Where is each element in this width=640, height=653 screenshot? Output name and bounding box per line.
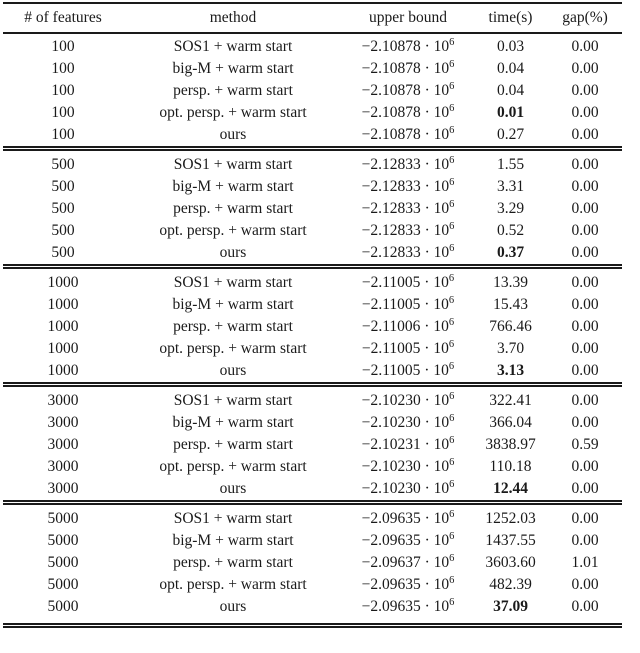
- upper-bound-mantissa: −2.09635 · 10: [361, 532, 450, 549]
- cell-upper-bound: [343, 294, 473, 316]
- upper-bound-mantissa: −2.10878 · 10: [361, 126, 450, 143]
- col-header-num-features: # of features: [3, 3, 123, 33]
- cell-time: 0.03: [496, 38, 525, 55]
- cell-gap: 0.00: [571, 126, 599, 143]
- cell-upper-bound: [343, 412, 473, 434]
- cell-gap: 0.00: [548, 149, 622, 177]
- table-row: [3, 360, 622, 385]
- cell-method: SOS1 + warm start: [123, 385, 343, 413]
- cell-gap: 0.00: [548, 385, 622, 413]
- cell-gap: 0.00: [548, 267, 622, 295]
- cell-num-features: 5000: [3, 503, 123, 531]
- cell-num-features: 100: [51, 104, 75, 121]
- upper-bound-exponent: 6: [449, 478, 455, 490]
- cell-time: 0.52: [496, 222, 525, 239]
- table-row: [3, 552, 622, 574]
- cell-time: 0.04: [496, 60, 525, 77]
- upper-bound-exponent: 6: [449, 58, 455, 70]
- cell-method: persp. + warm start: [173, 318, 293, 335]
- cell-num-features: 3000: [47, 414, 79, 431]
- table-row: [3, 58, 622, 80]
- cell-gap: 0.00: [571, 178, 599, 195]
- cell-upper-bound: [343, 503, 473, 531]
- cell-method: big-M + warm start: [172, 60, 294, 77]
- cell-gap: 0.00: [571, 318, 599, 335]
- cell-gap: 0.00: [571, 532, 599, 549]
- upper-bound-mantissa: −2.12833 · 10: [361, 244, 450, 261]
- upper-bound-mantissa: −2.12833 · 10: [361, 200, 450, 217]
- cell-num-features: 500: [51, 244, 75, 261]
- cell-method: persp. + warm start: [173, 436, 293, 453]
- cell-upper-bound: [343, 552, 473, 574]
- table-row: [3, 149, 622, 177]
- table-row: [3, 33, 622, 58]
- upper-bound-exponent: 6: [449, 154, 455, 166]
- cell-gap: 0.00: [571, 414, 599, 431]
- cell-gap: 0.00: [548, 503, 622, 531]
- cell-upper-bound: [343, 478, 473, 503]
- table-row: [3, 124, 622, 149]
- upper-bound-mantissa: −2.11005 · 10: [361, 362, 449, 379]
- cell-upper-bound: [343, 434, 473, 456]
- header-row: [3, 3, 622, 33]
- cell-time: 322.41: [473, 385, 548, 413]
- cell-gap: 0.00: [571, 340, 599, 357]
- table-row: [3, 456, 622, 478]
- upper-bound-exponent: 6: [448, 338, 455, 350]
- cell-time: 110.18: [489, 458, 532, 475]
- table-row: [3, 102, 622, 124]
- cell-upper-bound: [343, 176, 473, 198]
- cell-upper-bound: [343, 242, 473, 267]
- cell-time: 3838.97: [485, 436, 536, 453]
- cell-upper-bound: [343, 124, 473, 149]
- upper-bound-exponent: 6: [449, 36, 455, 48]
- cell-gap: 0.00: [571, 480, 599, 497]
- upper-bound-exponent: 6: [449, 80, 455, 92]
- cell-upper-bound: [343, 360, 473, 385]
- upper-bound-exponent: 6: [449, 242, 455, 254]
- cell-time: 37.09: [473, 596, 548, 626]
- upper-bound-mantissa: −2.10878 · 10: [361, 104, 450, 121]
- cell-time: 1437.55: [485, 532, 536, 549]
- table-body: [3, 33, 622, 626]
- table-row: [3, 338, 622, 360]
- cell-gap: 0.00: [571, 38, 599, 55]
- table-row: [3, 503, 622, 531]
- cell-time: 3.70: [496, 340, 525, 357]
- cell-num-features: 100: [51, 126, 75, 143]
- col-header-gap: gap(%): [548, 3, 622, 33]
- upper-bound-exponent: 6: [449, 412, 455, 424]
- cell-method: opt. persp. + warm start: [159, 104, 307, 121]
- cell-upper-bound: [343, 58, 473, 80]
- table-row: [3, 412, 622, 434]
- upper-bound-mantissa: −2.10230 · 10: [361, 392, 450, 409]
- upper-bound-mantissa: −2.10878 · 10: [361, 60, 450, 77]
- upper-bound-mantissa: −2.12833 · 10: [361, 178, 450, 195]
- paper-results-table-page: [0, 2, 640, 653]
- table-row: [3, 176, 622, 198]
- upper-bound-exponent: 6: [449, 456, 455, 468]
- cell-upper-bound: [343, 33, 473, 58]
- cell-method: SOS1 + warm start: [123, 149, 343, 177]
- upper-bound-exponent: 6: [449, 530, 455, 542]
- cell-method: big-M + warm start: [172, 178, 294, 195]
- cell-num-features: 100: [51, 60, 75, 77]
- cell-gap: 0.00: [571, 82, 599, 99]
- cell-num-features: 3000: [47, 458, 79, 475]
- cell-upper-bound: [343, 267, 473, 295]
- cell-gap: 0.00: [571, 296, 599, 313]
- cell-upper-bound: [343, 80, 473, 102]
- table-row: [3, 574, 622, 596]
- upper-bound-mantissa: −2.11005 · 10: [361, 296, 449, 313]
- col-header-time: time(s): [473, 3, 548, 33]
- cell-method: opt. persp. + warm start: [159, 576, 307, 593]
- cell-method: persp. + warm start: [173, 82, 293, 99]
- upper-bound-mantissa: −2.09635 · 10: [361, 510, 450, 527]
- cell-method: big-M + warm start: [172, 296, 294, 313]
- cell-time: 482.39: [489, 576, 532, 593]
- cell-time: 13.39: [473, 267, 548, 295]
- cell-num-features: 500: [51, 200, 75, 217]
- cell-num-features: 5000: [47, 532, 79, 549]
- upper-bound-mantissa: −2.11006 · 10: [361, 318, 449, 335]
- cell-time: 3.31: [496, 178, 525, 195]
- cell-method: SOS1 + warm start: [123, 503, 343, 531]
- cell-num-features: 5000: [47, 554, 79, 571]
- table-row: [3, 478, 622, 503]
- cell-method: big-M + warm start: [172, 532, 294, 549]
- cell-time: 0.27: [496, 126, 525, 143]
- cell-upper-bound: [343, 385, 473, 413]
- table-row: [3, 385, 622, 413]
- upper-bound-mantissa: −2.10878 · 10: [361, 38, 450, 55]
- cell-gap: 0.00: [548, 596, 622, 626]
- upper-bound-mantissa: −2.12833 · 10: [361, 222, 450, 239]
- cell-num-features: 1000: [47, 340, 79, 357]
- upper-bound-mantissa: −2.10230 · 10: [361, 480, 450, 497]
- table-row: [3, 80, 622, 102]
- table-row: [3, 220, 622, 242]
- cell-gap: 1.01: [571, 554, 599, 571]
- cell-method: persp. + warm start: [173, 200, 293, 217]
- upper-bound-mantissa: −2.10878 · 10: [361, 82, 450, 99]
- upper-bound-mantissa: −2.11005 · 10: [361, 274, 449, 291]
- cell-upper-bound: [343, 198, 473, 220]
- upper-bound-mantissa: −2.09635 · 10: [361, 576, 450, 593]
- cell-num-features: 3000: [47, 436, 79, 453]
- upper-bound-exponent: 6: [449, 176, 455, 188]
- upper-bound-exponent: 6: [449, 220, 455, 232]
- cell-gap: 0.59: [571, 436, 599, 453]
- upper-bound-mantissa: −2.09637 · 10: [361, 554, 450, 571]
- cell-upper-bound: [343, 102, 473, 124]
- cell-num-features: 100: [51, 82, 75, 99]
- upper-bound-exponent: 6: [448, 360, 455, 372]
- upper-bound-exponent: 6: [449, 102, 455, 114]
- upper-bound-exponent: 6: [448, 316, 455, 328]
- table-row: [3, 242, 622, 267]
- cell-num-features: 500: [51, 222, 75, 239]
- cell-upper-bound: [343, 220, 473, 242]
- cell-num-features: 500: [51, 178, 75, 195]
- upper-bound-exponent: 6: [449, 596, 455, 608]
- cell-time: 12.44: [493, 480, 528, 497]
- upper-bound-exponent: 6: [449, 390, 455, 402]
- col-header-upper-bound: upper bound: [343, 3, 473, 33]
- upper-bound-exponent: 6: [449, 508, 455, 520]
- cell-time: 0.01: [496, 104, 525, 121]
- cell-time: 1.55: [473, 149, 548, 177]
- cell-gap: 0.00: [571, 60, 599, 77]
- benchmark-results-table: [3, 2, 622, 628]
- cell-time: 766.46: [489, 318, 532, 335]
- cell-time: 0.04: [496, 82, 525, 99]
- cell-time: 0.37: [496, 244, 525, 261]
- table-row: [3, 596, 622, 626]
- cell-num-features: 3000: [3, 385, 123, 413]
- table-row: [3, 198, 622, 220]
- cell-upper-bound: [343, 530, 473, 552]
- cell-time: 3603.60: [485, 554, 536, 571]
- cell-gap: 0.00: [571, 362, 599, 379]
- upper-bound-mantissa: −2.10230 · 10: [361, 458, 450, 475]
- cell-num-features: 1000: [47, 318, 79, 335]
- cell-upper-bound: [343, 338, 473, 360]
- table-row: [3, 434, 622, 456]
- cell-gap: 0.00: [571, 576, 599, 593]
- cell-method: SOS1 + warm start: [173, 38, 293, 55]
- cell-num-features: 1000: [47, 362, 79, 379]
- upper-bound-mantissa: −2.12833 · 10: [361, 156, 450, 173]
- table-row: [3, 267, 622, 295]
- cell-gap: 0.00: [571, 104, 599, 121]
- upper-bound-mantissa: −2.11005 · 10: [361, 340, 449, 357]
- cell-time: 1252.03: [473, 503, 548, 531]
- upper-bound-exponent: 6: [449, 124, 455, 136]
- cell-time: 3.29: [496, 200, 525, 217]
- cell-method: ours: [219, 126, 247, 143]
- cell-num-features: 5000: [3, 596, 123, 626]
- cell-num-features: 1000: [3, 267, 123, 295]
- cell-gap: 0.00: [571, 458, 599, 475]
- cell-num-features: 100: [51, 38, 75, 55]
- upper-bound-mantissa: −2.10231 · 10: [361, 436, 450, 453]
- upper-bound-exponent: 6: [448, 272, 455, 284]
- upper-bound-exponent: 6: [449, 574, 455, 586]
- cell-num-features: 5000: [47, 576, 79, 593]
- cell-time: 15.43: [493, 296, 528, 313]
- cell-time: 366.04: [489, 414, 532, 431]
- cell-num-features: 1000: [47, 296, 79, 313]
- cell-num-features: 500: [3, 149, 123, 177]
- cell-method: ours: [219, 480, 247, 497]
- cell-gap: 0.00: [571, 200, 599, 217]
- cell-num-features: 3000: [47, 480, 79, 497]
- cell-method: persp. + warm start: [173, 554, 293, 571]
- cell-gap: 0.00: [571, 222, 599, 239]
- upper-bound-exponent: 6: [449, 198, 455, 210]
- cell-method: opt. persp. + warm start: [159, 340, 307, 357]
- cell-method: big-M + warm start: [172, 414, 294, 431]
- cell-upper-bound: [343, 149, 473, 177]
- cell-upper-bound: [343, 456, 473, 478]
- cell-method: ours: [219, 362, 247, 379]
- table-row: [3, 294, 622, 316]
- col-header-method: method: [123, 3, 343, 33]
- upper-bound-exponent: 6: [449, 434, 455, 446]
- table-row: [3, 316, 622, 338]
- cell-method: ours: [123, 596, 343, 626]
- cell-time: 3.13: [496, 362, 525, 379]
- cell-gap: 0.00: [571, 244, 599, 261]
- upper-bound-exponent: 6: [449, 552, 455, 564]
- table-row: [3, 530, 622, 552]
- cell-upper-bound: [343, 596, 473, 626]
- cell-method: ours: [219, 244, 247, 261]
- cell-upper-bound: [343, 574, 473, 596]
- cell-method: opt. persp. + warm start: [159, 222, 307, 239]
- cell-method: opt. persp. + warm start: [159, 458, 307, 475]
- cell-method: SOS1 + warm start: [123, 267, 343, 295]
- upper-bound-mantissa: −2.09635 · 10: [361, 598, 450, 615]
- upper-bound-mantissa: −2.10230 · 10: [361, 414, 450, 431]
- upper-bound-exponent: 6: [448, 294, 455, 306]
- cell-upper-bound: [343, 316, 473, 338]
